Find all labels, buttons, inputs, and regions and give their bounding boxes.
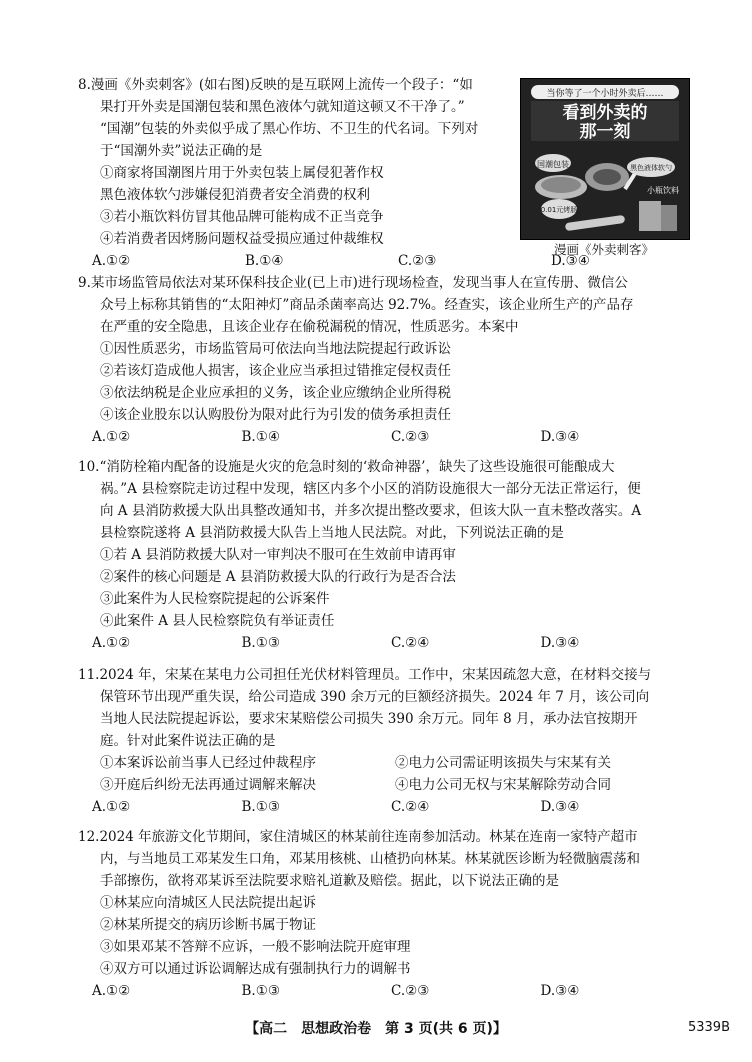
q8-stem-line: 8.漫画《外卖刺客》(如右图)反映的是互联网上流传一个段子：“如 [78, 77, 473, 93]
q11-stem-line: 11.2024 年，宋某在某电力公司担任光伏材料管理员。工作中，宋某因疏忽大意，在材料交接与 [78, 667, 652, 683]
question-9 [78, 272, 690, 448]
q8-stem-line: 于“国潮外卖”说法正确的是 [100, 143, 263, 159]
q9-option: ①因性质恶劣，市场监管局可依法向当地法院提起行政诉讼 [100, 341, 451, 357]
page-footer: 【高二 思想政治卷 第 3 页(共 6 页)】 [245, 1021, 507, 1037]
comic-label-4: 小瓶饮料 [647, 186, 679, 195]
choice-d: D.③④ [540, 635, 580, 651]
q12-stem-line: 内，与当地员工邓某发生口角，邓某用核桃、山楂扔向林某。林某就医诊断为轻微脑震荡和 [100, 851, 640, 867]
q12-option: ④双方可以通过诉讼调解达成有强制执行力的调解书 [100, 961, 411, 977]
paper-code: 5339B [687, 1020, 730, 1035]
q8-stem-line: 果打开外卖是国潮包装和黑色液体勺就知道这顿又不干净了。” [100, 99, 465, 115]
q9-option: ②若该灯造成他人损害，该企业应当承担过错推定侵权责任 [100, 363, 451, 379]
q8-option: ④若消费者因烤肠问题权益受损应通过仲裁维权 [100, 231, 384, 247]
choice-d: D.③④ [540, 429, 580, 445]
comic-caption: 漫画《外卖刺客》 [553, 242, 654, 257]
q8-option: ③若小瓶饮料仿冒其他品牌可能构成不正当竞争 [100, 209, 384, 225]
question-12 [78, 826, 690, 1002]
choice-b: B.①④ [245, 253, 284, 269]
choice-d: D.③④ [540, 799, 580, 815]
q8-option: ①商家将国潮图片用于外卖包装上属侵犯著作权 [100, 165, 384, 181]
q11-option: ①本案诉讼前当事人已经过仲裁程序 [100, 755, 316, 771]
q10-option: ③此案件为人民检察院提起的公诉案件 [100, 591, 330, 607]
question-10 [78, 456, 690, 654]
choice-b: B.①③ [241, 799, 280, 815]
comic-label-2: 黑色液体软勺 [630, 164, 672, 172]
q11-option-row [78, 752, 690, 774]
choice-a: A.①② [92, 253, 131, 269]
comic-drawing [521, 79, 689, 239]
q10-stem-line: 祸。”A 县检察院走访过程中发现，辖区内多个小区的消防设施很大一部分无法正常运行，便 [100, 481, 641, 497]
q11-stem-line: 庭。针对此案件说法正确的是 [100, 733, 276, 749]
choice-d: D.③④ [551, 253, 590, 269]
q8-option: 黑色液体软勺涉嫌侵犯消费者安全消费的权利 [100, 187, 370, 203]
choice-c: C.②④ [391, 799, 430, 815]
q9-stem-line: 9.某市场监管局依法对某环保科技企业(已上市)进行现场检查，发现当事人在宣传册、微信公 [78, 275, 628, 291]
q11-option: ③开庭后纠纷无法再通过调解来解决 [100, 777, 316, 793]
comic-label-3: 0.01元烤肠 [540, 206, 578, 214]
q11-option: ②电力公司需证明该损失与宋某有关 [395, 755, 611, 771]
choice-b: B.①③ [241, 983, 280, 999]
comic-title-1: 看到外卖的 [562, 103, 648, 123]
comic-top-text: 当你等了一个小时外卖后…… [546, 89, 664, 99]
choice-a: A.①② [92, 429, 131, 445]
q9-option: ③依法纳税是企业应承担的义务，该企业应缴纳企业所得税 [100, 385, 451, 401]
q10-stem-line: 10.“消防栓箱内配备的设施是火灾的危急时刻的‘救命神器’，缺失了这些设施很可能酿成大 [78, 459, 615, 475]
choice-d: D.③④ [540, 983, 580, 999]
q12-option: ②林某所提交的病历诊断书属于物证 [100, 917, 316, 933]
q10-choices [78, 632, 690, 654]
q11-choices [78, 796, 690, 818]
comic-label-1: 国潮包装 [537, 160, 569, 169]
choice-a: A.①② [92, 983, 131, 999]
choice-a: A.①② [92, 799, 131, 815]
choice-c: C.②③ [398, 253, 437, 269]
choice-a: A.①② [92, 635, 131, 651]
q10-option: ④此案件 A 县人民检察院负有举证责任 [100, 613, 335, 629]
q10-option: ②案件的核心问题是 A 县消防救援大队的行政行为是否合法 [100, 569, 456, 585]
q12-option: ③如果邓某不答辩不应诉，一般不影响法院开庭审理 [100, 939, 411, 955]
question-11 [78, 664, 690, 818]
choice-c: C.②③ [391, 983, 430, 999]
q11-stem-line: 当地人民法院提起诉讼，要求宋某赔偿公司损失 390 余万元。同年 8 月，承办法官按期开 [100, 711, 638, 727]
q11-option: ④电力公司无权与宋某解除劳动合同 [395, 777, 611, 793]
choice-b: B.①③ [241, 635, 280, 651]
choice-b: B.①④ [241, 429, 280, 445]
q12-stem-line: 12.2024 年旅游文化节期间，家住清城区的林某前往连南参加活动。林某在连南一家特产超市 [78, 829, 638, 845]
choice-c: C.②④ [391, 635, 430, 651]
choice-c: C.②③ [391, 429, 430, 445]
q9-choices [78, 426, 690, 448]
q11-option-row [78, 774, 690, 796]
q10-option: ①若 A 县消防救援大队对一审判决不服可在生效前申请再审 [100, 547, 456, 563]
comic-illustration [520, 78, 690, 240]
q12-option: ①林某应向清城区人民法院提出起诉 [100, 895, 316, 911]
q10-stem-line: 向 A 县消防救援大队出具整改通知书，并多次提出整改要求，但该大队一直未整改落实。A [100, 503, 642, 519]
q12-choices [78, 980, 690, 1002]
q9-option: ④该企业股东以认购股份为限对此行为引发的债务承担责任 [100, 407, 451, 423]
q10-stem-line: 县检察院遂将 A 县消防救援大队告上当地人民法院。对此，下列说法正确的是 [100, 525, 564, 541]
q9-stem-line: 众号上标称其销售的“太阳神灯”商品杀菌率高达 92.7%。经查实，该企业所生产的产品存 [100, 297, 634, 313]
q8-stem-line: “国潮”包装的外卖似乎成了黑心作坊、不卫生的代名词。下列对 [100, 121, 479, 137]
comic-title-2: 那一刻 [579, 122, 631, 142]
q11-stem-line: 保管环节出现严重失误，给公司造成 390 余万元的巨额经济损失。2024 年 7 月，该公司向 [100, 689, 650, 705]
q12-stem-line: 手部擦伤，欲将邓某诉至法院要求赔礼道歉及赔偿。据此，以下说法正确的是 [100, 873, 559, 889]
q9-stem-line: 在严重的安全隐患，且该企业存在偷税漏税的情况，性质恶劣。本案中 [100, 319, 519, 335]
